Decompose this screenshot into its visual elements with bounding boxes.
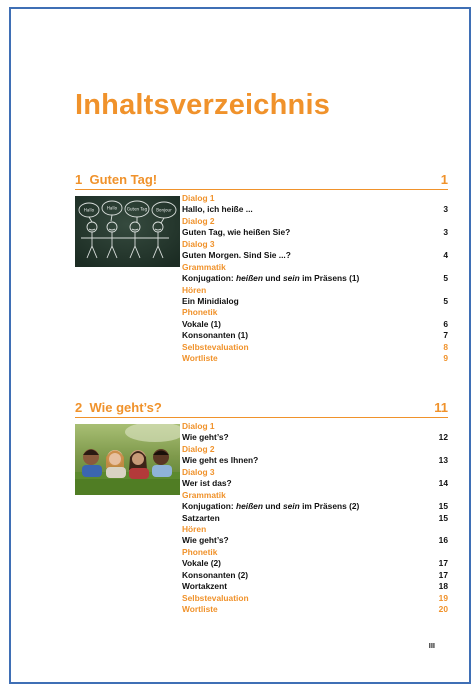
toc-entry[interactable] <box>182 570 448 581</box>
toc-page-number: 15 <box>438 512 448 523</box>
chapter-1-toc <box>182 193 448 365</box>
toc-entry[interactable] <box>182 204 448 215</box>
toc-section-heading[interactable] <box>182 524 448 535</box>
students-photo <box>75 424 180 495</box>
toc-page-number: 13 <box>438 455 448 466</box>
chapter-1-image <box>75 196 180 267</box>
chapter-1-heading[interactable] <box>75 172 448 190</box>
toc-page-number: 12 <box>438 432 448 443</box>
toc-section-heading[interactable] <box>182 421 448 432</box>
toc-entry[interactable] <box>182 513 448 524</box>
toc-label: Wortliste <box>182 604 218 614</box>
chapter-2-page: 11 <box>434 400 448 415</box>
toc-section-heading[interactable] <box>182 444 448 455</box>
toc-entry[interactable] <box>182 227 448 238</box>
toc-entry[interactable] <box>182 478 448 489</box>
toc-label: Hallo, ich heiße ... <box>182 204 253 215</box>
toc-page-number: 15 <box>438 501 448 512</box>
toc-label: Selbstevaluation <box>182 592 249 603</box>
toc-label: Konjugation: heißen und sein im Präsens (1) <box>182 273 360 284</box>
toc-entry[interactable] <box>182 273 448 284</box>
toc-label: Dialog 3 <box>182 238 215 249</box>
toc-page-number: 18 <box>438 581 448 592</box>
toc-page-number: 6 <box>443 318 448 329</box>
toc-label: Dialog 1 <box>182 421 215 431</box>
toc-page-number: 8 <box>443 341 448 352</box>
bubble-text-1: Hallo <box>83 207 95 213</box>
toc-entry[interactable] <box>182 581 448 592</box>
bubble-text-4: Bonjour <box>156 207 172 213</box>
toc-page-number: 17 <box>438 558 448 569</box>
toc-page-number: 19 <box>438 592 448 603</box>
toc-page-number: 4 <box>443 250 448 261</box>
toc-label: Wie geht es Ihnen? <box>182 455 259 466</box>
toc-entry[interactable] <box>182 330 448 341</box>
toc-label: Dialog 3 <box>182 466 215 477</box>
toc-entry[interactable] <box>182 501 448 512</box>
toc-label: Ein Minidialog <box>182 295 239 306</box>
toc-entry[interactable] <box>182 432 448 443</box>
toc-page-number: 5 <box>443 295 448 306</box>
toc-entry[interactable] <box>182 296 448 307</box>
toc-label: Grammatik <box>182 489 226 500</box>
toc-label: Phonetik <box>182 546 218 557</box>
toc-section-heading[interactable] <box>182 593 448 604</box>
toc-page-number: 20 <box>438 604 448 614</box>
toc-label: Guten Tag, wie heißen Sie? <box>182 227 291 238</box>
toc-label: Grammatik <box>182 261 226 272</box>
chapter-2-toc <box>182 421 448 615</box>
toc-section-heading[interactable] <box>182 262 448 273</box>
toc-section-heading[interactable] <box>182 547 448 558</box>
bubble-text-3: Guten Tag <box>126 206 148 212</box>
bubble-text-2: Hallo <box>106 205 118 211</box>
toc-label: Phonetik <box>182 307 218 318</box>
toc-section-heading[interactable] <box>182 342 448 353</box>
toc-label: Konsonanten (1) <box>182 330 249 341</box>
toc-label: Guten Morgen. Sind Sie ...? <box>182 250 291 261</box>
toc-entry[interactable] <box>182 455 448 466</box>
chapter-2-heading[interactable] <box>75 400 448 418</box>
chapter-2-title: 2 Wie geht’s? <box>75 400 162 415</box>
toc-page-number: 16 <box>438 535 448 546</box>
toc-section-heading[interactable] <box>182 216 448 227</box>
toc-page-number: 5 <box>443 273 448 284</box>
toc-section-heading[interactable] <box>182 193 448 204</box>
toc-label: Hören <box>182 284 207 295</box>
toc-label: Konsonanten (2) <box>182 569 249 580</box>
toc-label: Wortakzent <box>182 581 227 592</box>
toc-page-number: 14 <box>438 478 448 489</box>
toc-section-heading[interactable] <box>182 307 448 318</box>
page-title: Inhaltsverzeichnis <box>75 89 331 121</box>
toc-page-number: 3 <box>443 227 448 238</box>
toc-label: Satzarten <box>182 512 220 523</box>
toc-section-heading[interactable] <box>182 467 448 478</box>
toc-label: Wie geht’s? <box>182 535 229 546</box>
toc-label: Wie geht’s? <box>182 432 229 443</box>
toc-label: Hören <box>182 523 207 534</box>
toc-label: Selbstevaluation <box>182 341 249 352</box>
chapter-1-page: 1 <box>440 172 448 187</box>
toc-section-heading[interactable] <box>182 604 448 615</box>
toc-section-heading[interactable] <box>182 239 448 250</box>
toc-label: Wortliste <box>182 353 218 364</box>
toc-label: Dialog 2 <box>182 215 215 226</box>
chalkboard-drawing <box>75 196 180 267</box>
toc-page-number: 3 <box>443 204 448 215</box>
chapter-2-image <box>75 424 180 495</box>
toc-label: Wer ist das? <box>182 478 232 489</box>
toc-label: Vokale (1) <box>182 318 221 329</box>
toc-entry[interactable] <box>182 535 448 546</box>
toc-page-number: 17 <box>438 569 448 580</box>
page-number: III <box>428 641 435 650</box>
toc-section-heading[interactable] <box>182 285 448 296</box>
toc-label: Dialog 1 <box>182 193 215 203</box>
toc-entry[interactable] <box>182 250 448 261</box>
toc-section-heading[interactable] <box>182 353 448 364</box>
toc-label: Vokale (2) <box>182 558 221 569</box>
toc-entry[interactable] <box>182 558 448 569</box>
toc-label: Konjugation: heißen und sein im Präsens (2) <box>182 501 360 512</box>
toc-entry[interactable] <box>182 319 448 330</box>
page-frame <box>9 7 471 684</box>
toc-section-heading[interactable] <box>182 490 448 501</box>
chapter-1-title: 1 Guten Tag! <box>75 172 158 187</box>
toc-label: Dialog 2 <box>182 443 215 454</box>
toc-page-number: 9 <box>443 353 448 364</box>
toc-page-number: 7 <box>443 330 448 341</box>
